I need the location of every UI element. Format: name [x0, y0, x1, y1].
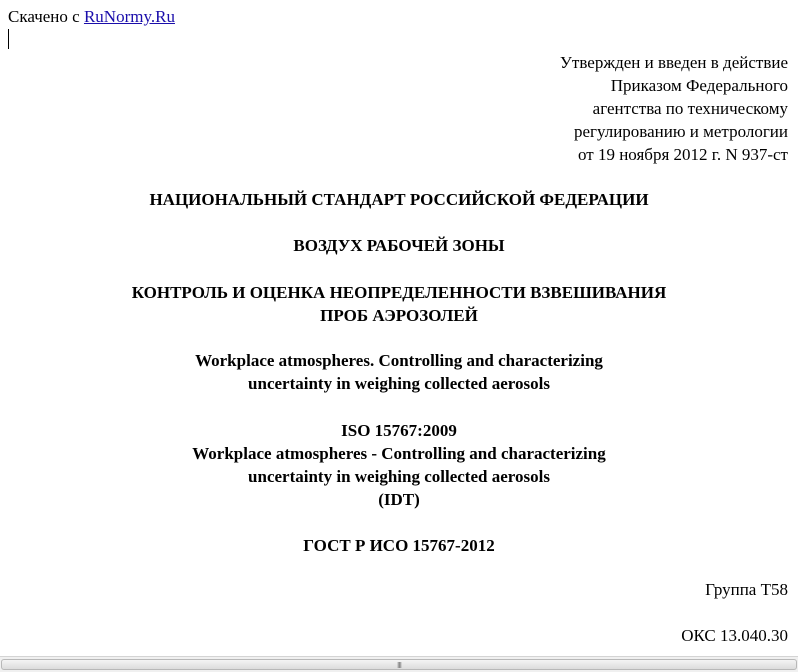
gost-number: ГОСТ Р ИСО 15767-2012 — [303, 536, 495, 555]
iso-title-line: uncertainty in weighing collected aerosols — [248, 467, 550, 486]
group-label: Группа Т58 — [705, 580, 788, 599]
iso-block — [0, 419, 798, 511]
source-line — [8, 6, 175, 28]
standard-heading: НАЦИОНАЛЬНЫЙ СТАНДАРТ РОССИЙСКОЙ ФЕДЕРАЦИИ — [149, 190, 649, 209]
russian-title-line: КОНТРОЛЬ И ОЦЕНКА НЕОПРЕДЕЛЕННОСТИ ВЗВЕШИВАНИЯ — [131, 283, 667, 302]
approval-block — [560, 51, 788, 166]
iso-mark: (IDT) — [378, 490, 420, 509]
english-title-line: uncertainty in weighing collected aerosols — [248, 374, 550, 393]
source-prefix: Скачено с — [8, 7, 84, 26]
approval-line: агентства по техническому — [592, 99, 788, 118]
horizontal-scrollbar[interactable] — [0, 656, 798, 672]
approval-line: от 19 ноября 2012 г. N 937-ст — [578, 145, 788, 164]
approval-line: Приказом Федерального — [610, 76, 788, 95]
russian-title-line: ПРОБ АЭРОЗОЛЕЙ — [320, 306, 478, 325]
approval-line: регулированию и метрологии — [573, 122, 788, 141]
standard-subject: ВОЗДУХ РАБОЧЕЙ ЗОНЫ — [293, 236, 505, 255]
oks-code: ОКС 13.040.30 — [681, 626, 788, 645]
scrollbar-grip-icon: III — [396, 661, 402, 670]
english-title-line: Workplace atmospheres. Controlling and characterizing — [195, 351, 603, 370]
text-cursor — [8, 29, 9, 49]
iso-title-line: Workplace atmospheres - Controlling and characterizing — [192, 444, 606, 463]
english-title — [0, 349, 798, 395]
runormy-link[interactable]: RuNormy.Ru — [83, 7, 175, 26]
russian-title — [0, 281, 798, 327]
scrollbar-thumb[interactable] — [1, 659, 797, 670]
approval-line: Утвержден и введен в действие — [559, 53, 788, 72]
iso-number: ISO 15767:2009 — [341, 421, 457, 440]
